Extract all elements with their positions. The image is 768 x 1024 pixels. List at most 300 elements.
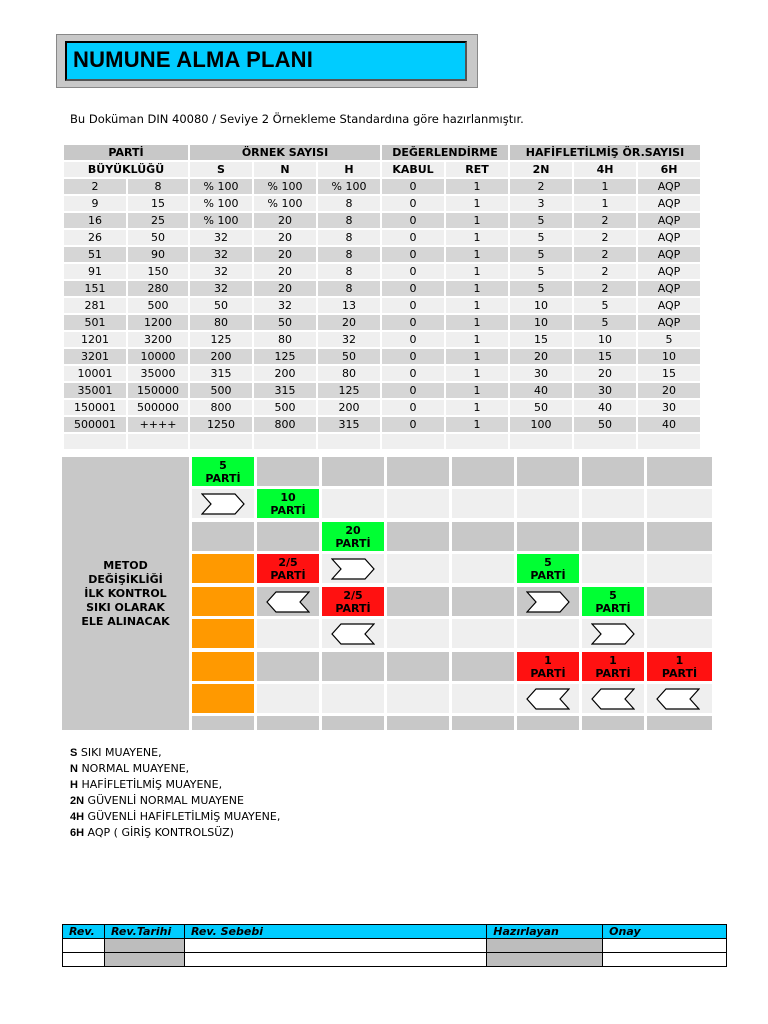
- grid-cell: [647, 489, 712, 518]
- table-cell: 0: [382, 230, 444, 245]
- lot-count-box: [582, 652, 644, 681]
- lot-count-box: [257, 489, 319, 518]
- empty-cell: [190, 434, 252, 449]
- method-change-diagram: [62, 457, 712, 730]
- chevron-left-icon: [591, 688, 635, 710]
- grid-cell: [387, 652, 449, 681]
- grid-cell: [647, 716, 712, 730]
- table-row: [64, 196, 700, 211]
- approval-cell[interactable]: [603, 939, 727, 953]
- table-cell: 5: [574, 298, 636, 313]
- lot-label: PARTİ: [595, 666, 631, 680]
- legend-key: S: [70, 747, 78, 759]
- grid-cell: [517, 457, 579, 486]
- table-cell: 5: [510, 213, 572, 228]
- table-cell: 500001: [64, 417, 126, 432]
- table-cell: 50: [190, 298, 252, 313]
- rev-date-cell[interactable]: [104, 953, 184, 967]
- grid-cell: [452, 554, 514, 583]
- grid-cell: [257, 684, 319, 713]
- chevron-right-icon: [331, 558, 375, 580]
- header-4h: 4H: [574, 162, 636, 177]
- grid-cell: [257, 457, 319, 486]
- table-cell: 20: [254, 264, 316, 279]
- title-box: [65, 41, 467, 81]
- orange-cell: [192, 684, 254, 713]
- table-cell: 1201: [64, 332, 126, 347]
- legend-item: [70, 761, 280, 777]
- grid-cell: [322, 684, 384, 713]
- table-cell: 1: [446, 315, 508, 330]
- table-cell: 150: [128, 264, 188, 279]
- table-cell: 150001: [64, 400, 126, 415]
- chevron-right-icon: [201, 493, 245, 515]
- table-cell: 0: [382, 179, 444, 194]
- table-cell: 800: [254, 417, 316, 432]
- table-cell: 8: [318, 264, 380, 279]
- grid-cell: [647, 522, 712, 551]
- lot-count-box: [192, 457, 254, 486]
- table-cell: 1: [446, 298, 508, 313]
- grid-cell: [192, 522, 254, 551]
- table-cell: 8: [318, 247, 380, 262]
- table-cell: 20: [254, 230, 316, 245]
- table-cell: 5: [510, 281, 572, 296]
- table-cell: 125: [254, 349, 316, 364]
- table-cell: 1: [446, 400, 508, 415]
- table-cell: 1: [446, 383, 508, 398]
- table-cell: 1200: [128, 315, 188, 330]
- table-cell: 9: [64, 196, 126, 211]
- table-cell: 40: [638, 417, 700, 432]
- grid-cell: [322, 716, 384, 730]
- grid-cell: [387, 522, 449, 551]
- table-cell: 0: [382, 264, 444, 279]
- table-cell: 8: [318, 213, 380, 228]
- table-cell: 32: [190, 247, 252, 262]
- rev-reason-header: Rev. Sebebi: [184, 925, 486, 939]
- rev-header: Rev.: [63, 925, 105, 939]
- table-cell: 2: [574, 281, 636, 296]
- table-cell: 80: [318, 366, 380, 381]
- table-cell: 10000: [128, 349, 188, 364]
- intro-text: Bu Doküman DIN 40080 / Seviye 2 Örnekleme Standardına göre hazırlanmıştır.: [70, 112, 524, 126]
- lot-label: PARTİ: [270, 568, 306, 582]
- empty-cell: [254, 434, 316, 449]
- table-cell: 0: [382, 400, 444, 415]
- table-cell: 315: [190, 366, 252, 381]
- empty-cell: [446, 434, 508, 449]
- table-cell: 5: [510, 230, 572, 245]
- table-cell: 5: [638, 332, 700, 347]
- orange-cell: [192, 619, 254, 648]
- table-row: [64, 332, 700, 347]
- table-cell: 5: [510, 247, 572, 262]
- orange-cell: [192, 587, 254, 616]
- lot-count: 5: [219, 458, 227, 472]
- method-line: DEĞİŞİKLİĞİ: [88, 572, 163, 586]
- table-cell: 2: [574, 230, 636, 245]
- lot-count: 1: [544, 653, 552, 667]
- header-parti: PARTİ: [64, 145, 188, 160]
- grid-cell: [387, 587, 449, 616]
- legend-text: SIKI MUAYENE,: [77, 746, 162, 759]
- table-row: [64, 179, 700, 194]
- table-cell: ++++: [128, 417, 188, 432]
- grid-cell: [452, 522, 514, 551]
- orange-cell: [192, 652, 254, 681]
- grid-cell: [387, 489, 449, 518]
- table-cell: 50: [510, 400, 572, 415]
- table-cell: 10001: [64, 366, 126, 381]
- table-cell: 30: [510, 366, 572, 381]
- table-cell: 1: [446, 247, 508, 262]
- table-cell: 125: [190, 332, 252, 347]
- empty-cell: [510, 434, 572, 449]
- table-cell: 50: [318, 349, 380, 364]
- grid-cell: [647, 619, 712, 648]
- grid-cell: [322, 489, 384, 518]
- lot-count: 1: [675, 653, 684, 667]
- table-cell: AQP: [638, 230, 700, 245]
- lot-label: PARTİ: [595, 601, 631, 615]
- table-cell: 1: [446, 281, 508, 296]
- table-cell: 20: [638, 383, 700, 398]
- table-cell: 32: [190, 281, 252, 296]
- table-cell: AQP: [638, 196, 700, 211]
- chevron-left-icon: [656, 688, 700, 710]
- grid-cell: [322, 457, 384, 486]
- table-cell: 0: [382, 247, 444, 262]
- table-row: [64, 213, 700, 228]
- lot-count-box: [647, 652, 712, 681]
- grid-cell: [582, 457, 644, 486]
- empty-cell: [318, 434, 380, 449]
- lot-label: PARTİ: [205, 471, 241, 485]
- rev-date-header: Rev.Tarihi: [104, 925, 184, 939]
- table-cell: 32: [254, 298, 316, 313]
- grid-cell: [517, 522, 579, 551]
- table-cell: 20: [318, 315, 380, 330]
- grid-cell: [257, 522, 319, 551]
- table-cell: 0: [382, 349, 444, 364]
- table-cell: 10: [510, 298, 572, 313]
- table-cell: 20: [510, 349, 572, 364]
- table-cell: 13: [318, 298, 380, 313]
- table-cell: % 100: [190, 213, 252, 228]
- table-cell: 0: [382, 332, 444, 347]
- table-cell: 35001: [64, 383, 126, 398]
- table-cell: 91: [64, 264, 126, 279]
- table-cell: 1: [446, 366, 508, 381]
- grid-cell: [257, 716, 319, 730]
- table-cell: 1250: [190, 417, 252, 432]
- table-cell: AQP: [638, 179, 700, 194]
- table-cell: 90: [128, 247, 188, 262]
- grid-cell: [452, 716, 514, 730]
- table-cell: 15: [128, 196, 188, 211]
- lot-count-box: [322, 522, 384, 551]
- table-cell: % 100: [254, 179, 316, 194]
- table-body: [64, 179, 700, 432]
- table-cell: 0: [382, 383, 444, 398]
- grid-cell: [387, 457, 449, 486]
- legend-key: H: [70, 779, 78, 791]
- header-s: S: [190, 162, 252, 177]
- grid-cell: [257, 619, 319, 648]
- orange-cell: [192, 554, 254, 583]
- legend-key: 4H: [70, 811, 85, 823]
- grid-cell: [387, 716, 449, 730]
- header-6h: 6H: [638, 162, 700, 177]
- table-row: [64, 264, 700, 279]
- table-cell: 500: [128, 298, 188, 313]
- chevron-right-icon: [526, 591, 570, 613]
- rev-reason-cell[interactable]: [184, 939, 486, 953]
- grid-cell: [452, 587, 514, 616]
- table-row: [64, 247, 700, 262]
- legend-key: N: [70, 763, 78, 775]
- header-h: H: [318, 162, 380, 177]
- approval-header: Onay: [603, 925, 727, 939]
- table-cell: 50: [254, 315, 316, 330]
- rev-cell[interactable]: [63, 939, 105, 953]
- prepared-by-header: Hazırlayan: [487, 925, 603, 939]
- table-cell: 3: [510, 196, 572, 211]
- table-cell: AQP: [638, 247, 700, 262]
- table-cell: 8: [128, 179, 188, 194]
- rev-date-cell[interactable]: [104, 939, 184, 953]
- table-cell: 10: [510, 315, 572, 330]
- table-cell: % 100: [190, 196, 252, 211]
- lot-count-box: [257, 554, 319, 583]
- table-cell: 1: [446, 230, 508, 245]
- empty-cell: [382, 434, 444, 449]
- grid-cell: [517, 716, 579, 730]
- table-cell: 10: [574, 332, 636, 347]
- legend-item: [70, 745, 280, 761]
- lot-label: PARTİ: [661, 666, 698, 680]
- header-n: N: [254, 162, 316, 177]
- table-cell: 501: [64, 315, 126, 330]
- table-cell: 3200: [128, 332, 188, 347]
- table-cell: 500000: [128, 400, 188, 415]
- grid-cell: [517, 489, 579, 518]
- table-cell: 0: [382, 366, 444, 381]
- lot-label: PARTİ: [530, 568, 566, 582]
- empty-cell: [64, 434, 126, 449]
- table-cell: 2: [510, 179, 572, 194]
- table-cell: 26: [64, 230, 126, 245]
- title-frame: [56, 34, 478, 88]
- table-cell: 30: [638, 400, 700, 415]
- table-cell: AQP: [638, 298, 700, 313]
- table-cell: 151: [64, 281, 126, 296]
- table-cell: 0: [382, 213, 444, 228]
- lot-count-box: [517, 554, 579, 583]
- grid-cell: [192, 716, 254, 730]
- header-degerlendirme: DEĞERLENDİRME: [382, 145, 508, 160]
- lot-label: PARTİ: [335, 536, 371, 550]
- lot-label: PARTİ: [530, 666, 566, 680]
- table-cell: 32: [190, 264, 252, 279]
- prepared-by-cell[interactable]: [487, 939, 603, 953]
- grid-cell: [387, 619, 449, 648]
- lot-count: 2/5: [278, 555, 298, 569]
- table-cell: 80: [190, 315, 252, 330]
- table-cell: 35000: [128, 366, 188, 381]
- legend-text: GÜVENLİ HAFİFLETİLMİŞ MUAYENE,: [84, 810, 281, 823]
- grid-cell: [452, 457, 514, 486]
- table-cell: 280: [128, 281, 188, 296]
- legend-item: [70, 777, 280, 793]
- method-line: METOD: [103, 558, 148, 572]
- header-kabul: KABUL: [382, 162, 444, 177]
- grid-cell: [647, 457, 712, 486]
- lot-count-box: [582, 587, 644, 616]
- table-row: [64, 417, 700, 432]
- chevron-right-icon: [591, 623, 635, 645]
- table-cell: 100: [510, 417, 572, 432]
- legend: [70, 745, 280, 841]
- table-cell: 80: [254, 332, 316, 347]
- table-cell: 2: [574, 213, 636, 228]
- lot-count: 5: [544, 555, 552, 569]
- grid-cell: [517, 619, 579, 648]
- prepared-by-cell[interactable]: [487, 953, 603, 967]
- table-cell: AQP: [638, 281, 700, 296]
- table-row: [64, 366, 700, 381]
- header-2n: 2N: [510, 162, 572, 177]
- table-cell: 315: [254, 383, 316, 398]
- rev-cell[interactable]: [63, 953, 105, 967]
- table-cell: AQP: [638, 213, 700, 228]
- page-title: NUMUNE ALMA PLANI: [73, 47, 314, 72]
- table-cell: 2: [64, 179, 126, 194]
- grid-cell: [582, 716, 644, 730]
- method-note: [62, 457, 189, 730]
- lot-label: PARTİ: [270, 503, 306, 517]
- table-cell: 32: [318, 332, 380, 347]
- table-row: [64, 383, 700, 398]
- table-cell: 1: [446, 349, 508, 364]
- legend-text: NORMAL MUAYENE,: [77, 762, 190, 775]
- table-cell: 1: [446, 213, 508, 228]
- table-cell: % 100: [318, 179, 380, 194]
- empty-cell: [574, 434, 636, 449]
- table-cell: 500: [190, 383, 252, 398]
- grid-cell: [322, 652, 384, 681]
- table-cell: 0: [382, 281, 444, 296]
- table-cell: 2: [574, 264, 636, 279]
- table-row: [64, 315, 700, 330]
- grid-cell: [452, 619, 514, 648]
- grid-cell: [257, 652, 319, 681]
- table-cell: 8: [318, 281, 380, 296]
- table-cell: 315: [318, 417, 380, 432]
- legend-item: [70, 825, 280, 841]
- grid-cell: [452, 652, 514, 681]
- table-cell: 30: [574, 383, 636, 398]
- table-cell: 0: [382, 196, 444, 211]
- table-cell: 40: [574, 400, 636, 415]
- legend-item: [70, 793, 280, 809]
- table-cell: 125: [318, 383, 380, 398]
- table-cell: 5: [574, 315, 636, 330]
- table-cell: 1: [446, 179, 508, 194]
- header-ornek-sayisi: ÖRNEK SAYISI: [190, 145, 380, 160]
- table-cell: 500: [254, 400, 316, 415]
- legend-text: AQP ( GİRİŞ KONTROLSÜZ): [84, 826, 234, 839]
- legend-item: [70, 809, 280, 825]
- table-cell: 0: [382, 417, 444, 432]
- table-cell: 0: [382, 315, 444, 330]
- method-line: SIKI OLARAK: [86, 600, 165, 614]
- header-hafifletilmis: HAFİFLETİLMİŞ ÖR.SAYISI: [510, 145, 700, 160]
- grid-cell: [452, 489, 514, 518]
- grid-cell: [387, 684, 449, 713]
- table-cell: 3201: [64, 349, 126, 364]
- approval-cell[interactable]: [603, 953, 727, 967]
- chevron-left-icon: [331, 623, 375, 645]
- legend-text: HAFİFLETİLMİŞ MUAYENE,: [77, 778, 223, 791]
- table-cell: 20: [254, 281, 316, 296]
- table-cell: 20: [254, 247, 316, 262]
- lot-count-box: [517, 652, 579, 681]
- table-cell: 1: [446, 196, 508, 211]
- method-line: ELE ALINACAK: [81, 614, 170, 628]
- table-cell: 16: [64, 213, 126, 228]
- table-cell: 200: [190, 349, 252, 364]
- lot-count: 10: [280, 490, 296, 504]
- grid-cell: [582, 522, 644, 551]
- header-buyuklugu: BÜYÜKLÜĞÜ: [64, 162, 188, 177]
- table-row: [64, 281, 700, 296]
- rev-reason-cell[interactable]: [184, 953, 486, 967]
- table-cell: 8: [318, 196, 380, 211]
- table-cell: 1: [574, 196, 636, 211]
- chevron-left-icon: [526, 688, 570, 710]
- table-cell: 281: [64, 298, 126, 313]
- empty-cell: [128, 434, 188, 449]
- legend-key: 2N: [70, 795, 85, 807]
- table-cell: 2: [574, 247, 636, 262]
- grid-cell: [582, 554, 644, 583]
- grid-cell: [387, 554, 449, 583]
- table-cell: 50: [128, 230, 188, 245]
- table-cell: 0: [382, 298, 444, 313]
- grid-cell: [582, 489, 644, 518]
- grid-cell: [452, 684, 514, 713]
- lot-count: 20: [345, 523, 361, 537]
- table-row: [64, 400, 700, 415]
- table-cell: 15: [510, 332, 572, 347]
- table-cell: 200: [318, 400, 380, 415]
- table-cell: 800: [190, 400, 252, 415]
- table-row: [64, 349, 700, 364]
- lot-count: 5: [609, 588, 617, 602]
- table-cell: 200: [254, 366, 316, 381]
- table-cell: % 100: [190, 179, 252, 194]
- table-row: [64, 298, 700, 313]
- table-cell: 1: [574, 179, 636, 194]
- table-cell: 20: [574, 366, 636, 381]
- empty-cell: [638, 434, 700, 449]
- table-row: [64, 230, 700, 245]
- legend-key: 6H: [70, 827, 85, 839]
- table-cell: 1: [446, 264, 508, 279]
- table-cell: AQP: [638, 264, 700, 279]
